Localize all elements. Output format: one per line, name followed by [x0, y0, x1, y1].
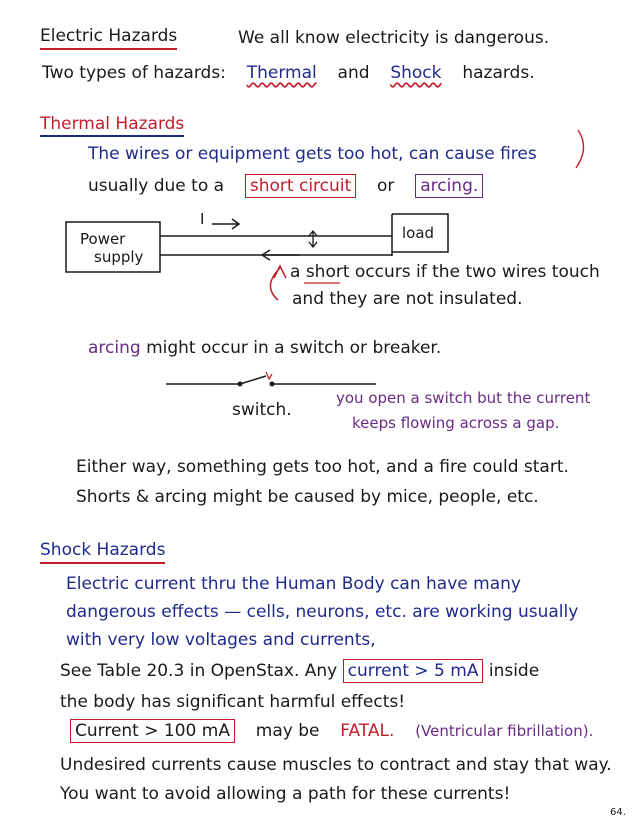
thermal-line-2-or: or [376, 176, 395, 196]
fires-bracket [576, 130, 584, 168]
current-arrow-left [262, 250, 300, 260]
short-note-line-1: a short occurs if the two wires touch [290, 262, 600, 282]
shock-line-4-prefix: See Table 20.3 in OpenStax. Any [60, 661, 338, 681]
arcing-word: arcing [88, 338, 141, 358]
power-supply-label-1: Power [80, 230, 126, 248]
power-supply-label-2: supply [94, 248, 144, 266]
intro-line: We all know electricity is dangerous. [238, 28, 550, 48]
page-number: 64. [610, 807, 626, 818]
shock-heading-text: Shock Hazards [40, 540, 165, 564]
switch-pivot [238, 382, 243, 387]
short-circuit-box: short circuit [245, 174, 356, 198]
ventricular-fibrillation: (Ventricular fibrillation). [415, 722, 594, 740]
shock-line-8: You want to avoid allowing a path for these currents! [60, 784, 511, 804]
shock-line-6-mid: may be [255, 721, 320, 741]
gap-arrow [309, 231, 317, 247]
hazard-type-thermal: Thermal [246, 63, 317, 83]
thermal-line-2-prefix: usually due to a [88, 176, 225, 196]
switch-blade [240, 376, 266, 384]
shock-line-4-suffix: inside [488, 661, 540, 681]
shock-line-2: dangerous effects — cells, neurons, etc. are working usually [66, 602, 579, 622]
arcing-box: arcing. [415, 174, 483, 198]
hazard-type-shock: Shock [390, 63, 442, 83]
short-note-bracket [270, 268, 280, 300]
shock-line-4 [60, 663, 539, 680]
hazard-type-and: and [337, 63, 370, 83]
switch-contact [270, 382, 275, 387]
hazard-types-prefix: Two types of hazards: [42, 63, 226, 83]
either-way-line: Either way, something gets too hot, and a fire could start. [76, 457, 569, 477]
shock-line-5: the body has significant harmful effects! [60, 692, 406, 712]
title-text: Electric Hazards [40, 26, 177, 50]
current-label: I [200, 210, 205, 228]
shock-line-6 [70, 723, 593, 740]
shock-line-3: with very low voltages and currents, [66, 630, 376, 650]
shock-line-7: Undesired currents cause muscles to contract and stay that way. [60, 755, 612, 775]
switch-note-line-2: keeps flowing across a gap. [352, 414, 560, 432]
current-5ma-box: current > 5 mA [343, 659, 484, 683]
current-arrow-right [212, 219, 239, 229]
load-label: load [402, 224, 435, 242]
thermal-heading-text: Thermal Hazards [40, 114, 184, 137]
hazard-types-suffix: hazards. [462, 63, 535, 83]
current-100ma-box: Current > 100 mA [70, 719, 235, 743]
switch-note-line-1: you open a switch but the current [336, 389, 591, 407]
fatal-word: FATAL. [340, 721, 395, 741]
shorts-arcing-line: Shorts & arcing might be caused by mice, people, etc. [76, 487, 539, 507]
switch-label: switch. [232, 400, 292, 420]
arcing-line [88, 340, 441, 357]
thermal-line-1: The wires or equipment gets too hot, can cause fires [88, 144, 537, 164]
shock-heading [40, 542, 165, 559]
arc-spark [266, 372, 272, 379]
shock-line-1: Electric current thru the Human Body can have many [66, 574, 521, 594]
arcing-line-rest: might occur in a switch or breaker. [146, 338, 442, 358]
short-note-line-2: and they are not insulated. [292, 289, 523, 309]
